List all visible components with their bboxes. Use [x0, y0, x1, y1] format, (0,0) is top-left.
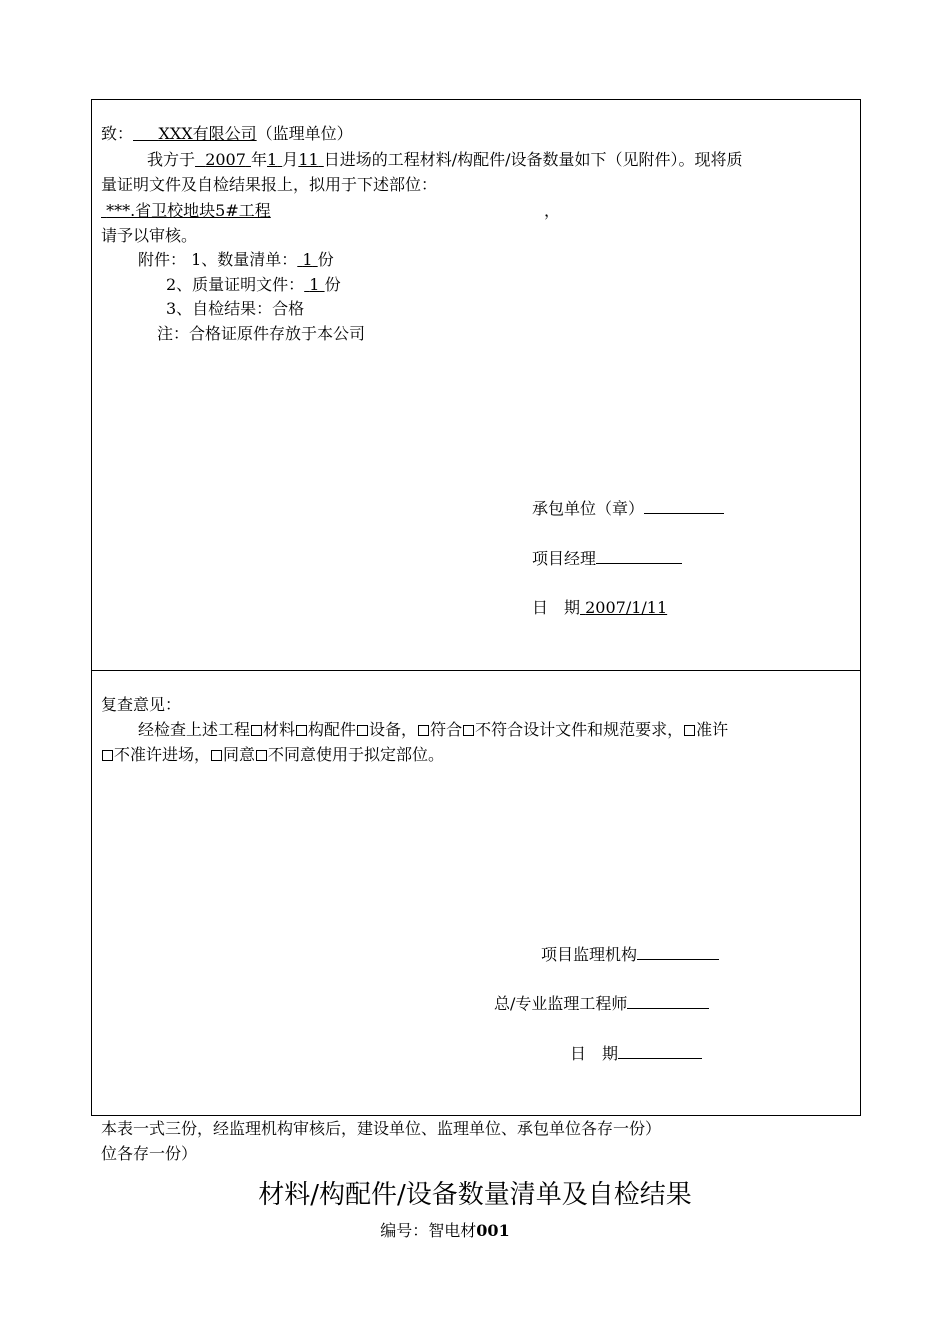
location-line: ***.省卫校地块5#工程 ，: [106, 201, 561, 220]
review-date-blank[interactable]: [618, 1044, 702, 1059]
attachment-1: 附件： 1、数量清单： 1 份: [138, 250, 334, 269]
intro-line-2: 量证明文件及自检结果报上，拟用于下述部位：: [101, 175, 438, 194]
project-manager: 项目经理: [532, 549, 682, 569]
disallow-checkbox[interactable]: [102, 750, 113, 761]
request-line: 请予以审核。: [101, 226, 198, 245]
document-title: 材料/构配件/设备数量清单及自检结果: [258, 1180, 692, 1210]
year-value: 2007: [205, 150, 246, 169]
footer-note-1: 本表一式三份，经监理机构审核后，建设单位、监理单位、承包单位各存一份）: [101, 1119, 662, 1138]
to-suffix: （监理单位）: [256, 124, 353, 143]
contractor-blank[interactable]: [644, 499, 724, 514]
date-value: 2007/1/11: [585, 598, 668, 617]
day-value: 11: [298, 150, 319, 169]
to-line: 致： XXX有限公司（监理单位）: [101, 124, 353, 143]
org-blank[interactable]: [637, 945, 719, 960]
material-checkbox[interactable]: [251, 725, 262, 736]
date-line: 日 期 2007/1/11: [532, 598, 668, 617]
component-checkbox[interactable]: [296, 725, 307, 736]
agree-checkbox[interactable]: [211, 750, 222, 761]
review-line-1: 经检查上述工程 材料 构配件 设备， 符合 不符合设计文件和规范要求， 准许: [138, 720, 729, 739]
disagree-checkbox[interactable]: [256, 750, 267, 761]
location-value: ***.省卫校地块5#工程: [106, 201, 271, 220]
review-heading: 复查意见：: [101, 695, 182, 714]
equipment-checkbox[interactable]: [357, 725, 368, 736]
to-company: XXX有限公司: [158, 124, 257, 143]
attachment-3: 3、自检结果：合格: [166, 299, 305, 318]
engineer-blank[interactable]: [627, 994, 709, 1009]
footer-note-2: 位各存一份）: [101, 1144, 198, 1163]
intro-line-1: 我方于 2007 年1 月11 日进场的工程材料/构配件/设备数量如下（见附件）。现将质: [147, 150, 743, 169]
note-line: 注：合格证原件存放于本公司: [157, 324, 366, 343]
manager-blank[interactable]: [596, 549, 682, 564]
supervision-org: 项目监理机构: [541, 945, 719, 965]
conform-checkbox[interactable]: [418, 725, 429, 736]
review-date: 日 期: [570, 1044, 702, 1064]
attachment-2: 2、质量证明文件： 1 份: [166, 275, 341, 294]
nonconform-checkbox[interactable]: [463, 725, 474, 736]
allow-checkbox[interactable]: [684, 725, 695, 736]
number-value: 001: [476, 1221, 510, 1240]
contractor-seal: 承包单位（章）: [532, 499, 724, 519]
month-value: 1: [267, 150, 278, 169]
review-line-2: 不准许进场， 同意 不同意使用于拟定部位。: [101, 745, 444, 765]
supervising-engineer: 总/专业监理工程师: [494, 994, 709, 1014]
document-number: 编号：智电材001: [380, 1221, 510, 1240]
